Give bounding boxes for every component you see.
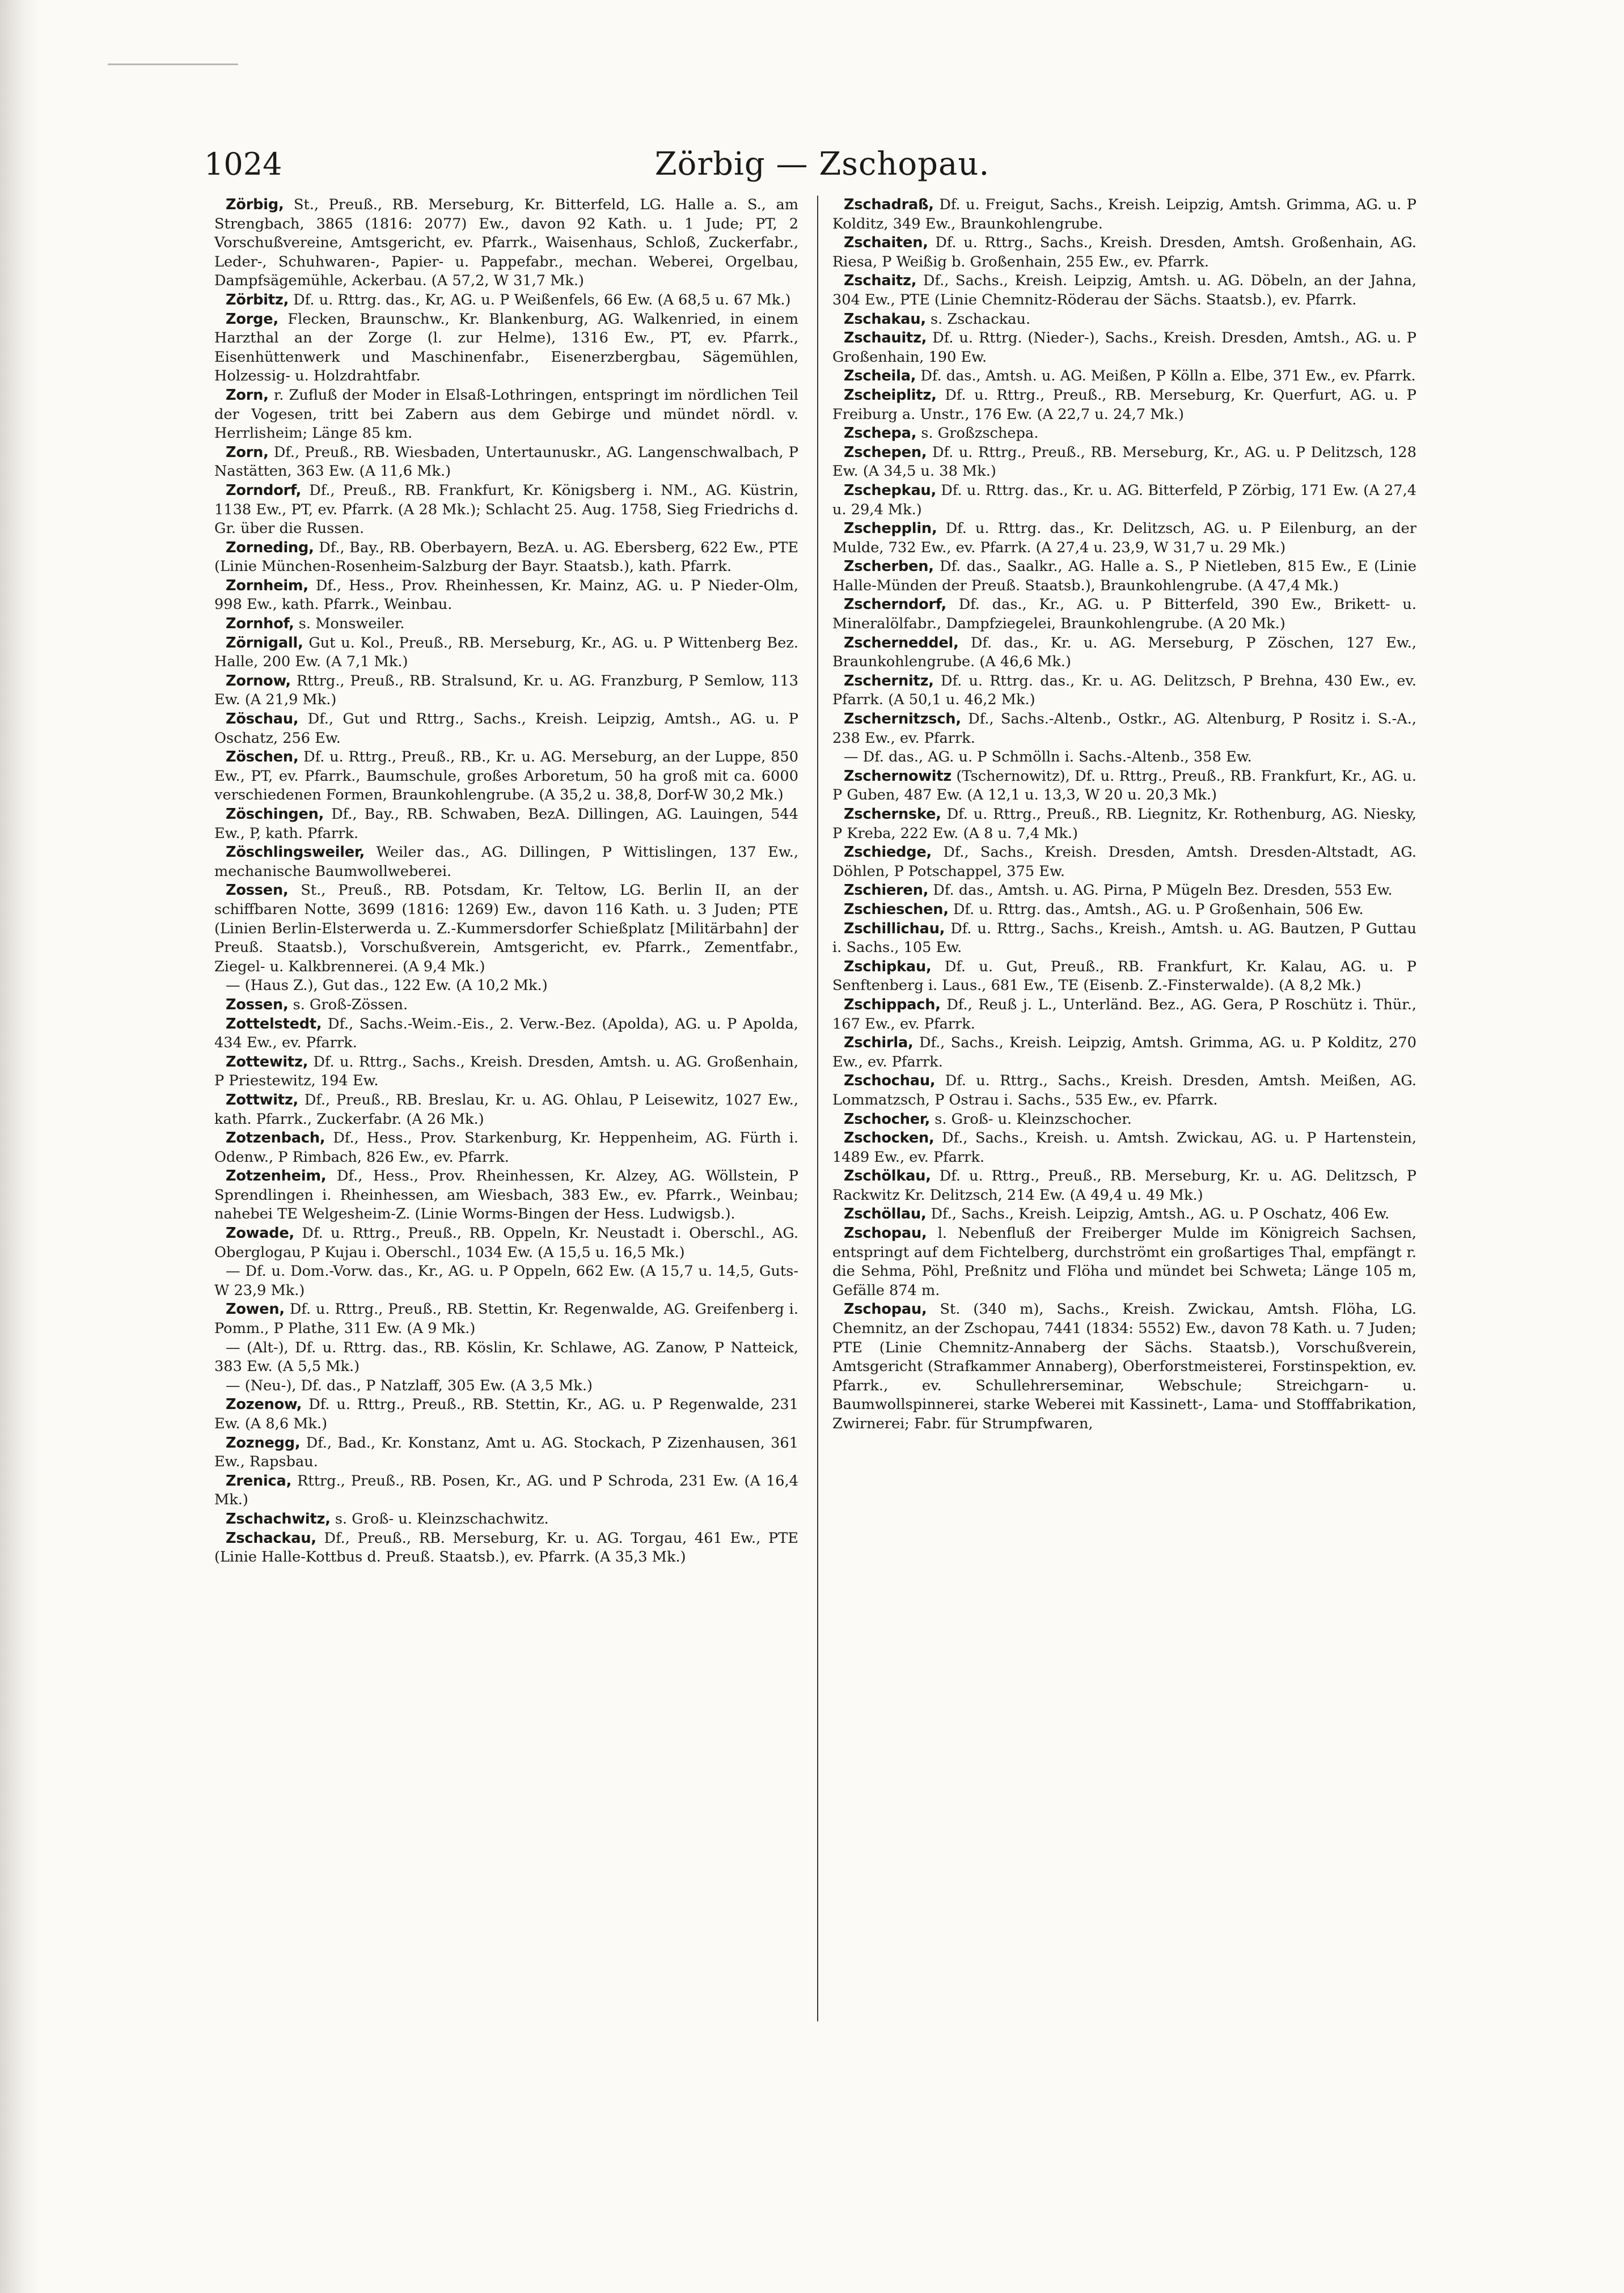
entry-text: Df., Preuß., RB. Wiesbaden, Untertaunuskr., AG. Langenschwalbach, P Nastätten, 363 Ew. (A 11,6 Mk.) [214, 443, 798, 480]
entry-headword: Zorneding, [226, 539, 314, 556]
left-column [214, 196, 798, 1567]
dictionary-entry [214, 976, 798, 996]
entry-headword: Zschepa, [844, 425, 917, 442]
entry-headword: Zoznegg, [226, 1434, 301, 1452]
entry-headword: Zschaiten, [844, 234, 928, 252]
dictionary-entry [214, 1053, 798, 1091]
dictionary-entry [832, 367, 1416, 386]
scan-edge-shadow [0, 0, 40, 2293]
entry-headword: Zschernitz, [844, 672, 934, 689]
entry-text: St., Preuß., RB. Potsdam, Kr. Teltow, LG. Berlin II, an der schiffbaren Notte, 3699 (1816: 1269) Ew., davon 116 Kath. u. 3 Juden; PTE (Linien Berlin-Elsterwerda u. Z.-Kummersdorfer Schießplatz [Militärbahn] der Preuß. Staatsb.), Vorschußverein, Amtsgericht, ev. Pfarrk., Zementfabr., Ziegel- u. Kalkbrennerei. (A 9,4 Mk.) [214, 882, 798, 975]
dictionary-entry [214, 386, 798, 443]
entry-text: s. Zschackau. [925, 310, 1031, 328]
entry-text: l. Nebenfluß der Freiberger Mulde im Königreich Sachsen, entspringt auf dem Fichtelberg, durchströmt ein großartiges Thal, empfängt r. die Sehma, Pöhl, Preßnitz und Flöha und mündet bei Schweta; Länge 105 m, Gefälle 874 m. [832, 1225, 1416, 1299]
dictionary-entry [214, 672, 798, 710]
entry-text: Df. u. Rttrg., Preuß., RB. Liegnitz, Kr. Rothenburg, AG. Niesky, P Kreba, 222 Ew. (A 8 u. 7,4 Mk.) [832, 806, 1416, 842]
entry-headword: Zottwitz, [226, 1091, 299, 1109]
dictionary-entry [214, 1167, 798, 1224]
dictionary-entry [832, 1224, 1416, 1300]
entry-text: Df. u. Rttrg., Preuß., RB. Stettin, Kr. Regenwalde, AG. Greifenberg i. Pomm., P Plathe, 311 Ew. (A 9 Mk.) [214, 1301, 798, 1338]
dictionary-entry [832, 557, 1416, 595]
entry-text: Df. u. Rttrg. das., Amtsh., AG. u. P Großenhain, 506 Ew. [948, 900, 1364, 918]
entry-text: Df. das., Saalkr., AG. Halle a. S., P Nietleben, 815 Ew., E (Linie Halle-Münden der Preuß. Staatsb.), Braunkohlengrube. (A 47,4 Mk.) [832, 558, 1416, 594]
dictionary-entry [214, 1091, 798, 1129]
entry-headword: Zottewitz, [226, 1053, 308, 1071]
entry-headword: Zschaitz, [844, 272, 917, 290]
entry-text: Df. u. Rttrg. das., Kr. u. AG. Bitterfeld, P Zörbig, 171 Ew. (A 27,4 u. 29,4 Mk.) [832, 481, 1416, 518]
entry-headword: Zschiedge, [844, 844, 932, 861]
dictionary-entry [214, 615, 798, 634]
entry-text: Df. u. Rttrg., Sachs., Kreish. Dresden, Amtsh. Großenhain, AG. Riesa, P Weißig b. Großenhain, 255 Ew., ev. Pfarrk. [832, 234, 1416, 270]
entry-text: Rttrg., Preuß., RB. Posen, Kr., AG. und P Schroda, 231 Ew. (A 16,4 Mk.) [214, 1472, 798, 1509]
dictionary-entry [214, 843, 798, 881]
dictionary-entry [214, 1377, 798, 1396]
entry-headword: Zschochau, [844, 1072, 936, 1090]
entry-headword: Zöschlingsweiler, [226, 844, 365, 861]
dictionary-entry [832, 767, 1416, 805]
column-divider [817, 196, 818, 2021]
entry-text: (Tschernowitz), Df. u. Rttrg., Preuß., RB. Frankfurt, Kr., AG. u. P Guben, 487 Ew. (A 12,1 u. 13,3, W 20 u. 20,3 Mk.) [832, 767, 1416, 804]
entry-text: Df. u. Rttrg. das., Kr. u. AG. Delitzsch, P Brehna, 430 Ew., ev. Pfarrk. (A 50,1 u. 46,2 Mk.) [832, 672, 1416, 709]
dictionary-entry [214, 577, 798, 615]
dictionary-entry [214, 1015, 798, 1053]
dictionary-entry [214, 310, 798, 386]
entry-text: Df., Sachs., Kreish. Leipzig, Amtsh. u. AG. Döbeln, an der Jahna, 304 Ew., PTE (Linie Chemnitz-Röderau der Sächs. Staatsb.), ev. Pfarrk. [832, 272, 1416, 308]
entry-headword: Zornhof, [226, 615, 294, 633]
entry-text: Df., Bay., RB. Oberbayern, BezA. u. AG. Ebersberg, 622 Ew., PTE (Linie München-Rosenheim-Salzburg der Bayr. Staatsb.), kath. Pfarrk. [214, 539, 798, 576]
entry-headword: Zschöllau, [844, 1205, 927, 1223]
entry-text: St. (340 m), Sachs., Kreish. Zwickau, Amtsh. Flöha, LG. Chemnitz, an der Zschopau, 7441 (1834: 5552) Ew., davon 78 Kath. u. 7 Juden; PTE (Linie Chemnitz-Annaberg der Sächs. Staatsb.), Vorschußverein, Amtsgericht (Strafkammer Annaberg), Oberforstmeisterei, Forstinspektion, ev. Pfarrk., ev. Schullehrerseminar, Webschule; Streichgarn- u. Baumwollspinnerei, starke Weberei mit Kassinett-, Lama- und Stofffabrikation, Zwirnerei; Fabr. für Strumpfwaren, [832, 1301, 1416, 1432]
dictionary-entry [214, 710, 798, 748]
dictionary-entry [832, 1034, 1416, 1072]
dictionary-entry [832, 519, 1416, 557]
entry-text: s. Monsweiler. [294, 615, 405, 633]
entry-headword: Zörnigall, [226, 634, 303, 651]
entry-text: Df., Hess., Prov. Starkenburg, Kr. Heppenheim, AG. Fürth i. Odenw., P Rimbach, 826 Ew., ev. Pfarrk. [214, 1129, 798, 1166]
entry-text: Df. das., Amtsh. u. AG. Meißen, P Kölln a. Elbe, 371 Ew., ev. Pfarrk. [916, 367, 1416, 385]
entry-headword: Zschocher, [844, 1110, 931, 1128]
entry-text: Df. u. Rttrg., Preuß., RB. Oppeln, Kr. Neustadt i. Oberschl., AG. Oberglogau, P Kujau i. Oberschl., 1034 Ew. (A 15,5 u. 16,5 Mk.) [214, 1225, 798, 1261]
dictionary-entry [832, 805, 1416, 843]
dictionary-entry [214, 1339, 798, 1377]
dictionary-entry [832, 748, 1416, 767]
entry-headword: Zscherndorf, [844, 596, 946, 614]
entry-headword: Zörbitz, [226, 291, 289, 308]
dictionary-entry [832, 900, 1416, 920]
entry-headword: Zschopau, [844, 1301, 927, 1318]
entry-headword: Zottelstedt, [226, 1015, 322, 1033]
entry-headword: Zrenica, [226, 1472, 292, 1490]
dictionary-entry [832, 329, 1416, 367]
entry-headword: Zschillichau, [844, 920, 945, 937]
entry-headword: Zotzenheim, [226, 1167, 327, 1185]
entry-headword: Zowen, [226, 1301, 285, 1318]
entry-text: Df., Sachs.-Altenb., Ostkr., AG. Altenburg, P Rositz i. S.-A., 238 Ew., ev. Pfarrk. [832, 710, 1416, 747]
entry-text: St., Preuß., RB. Merseburg, Kr. Bitterfeld, LG. Halle a. S., am Strengbach, 3865 (1816: 2077) Ew., davon 92 Kath. u. 1 Jude; PT, 2 Vorschußvereine, Amtsgericht, ev. Pfarrk., Waisenhaus, Schloß, Zuckerfabr., Leder-, Schuhwaren-, Papier- u. Pappefabr., mechan. Weberei, Orgelbau, Dampfsägemühle, Ackerbau. (A 57,2, W 31,7 Mk.) [214, 196, 798, 290]
entry-text: s. Groß- u. Kleinzschachwitz. [330, 1510, 549, 1528]
entry-text: Df. u. Rttrg. (Nieder-), Sachs., Kreish. Dresden, Amtsh., AG. u. P Großenhain, 190 Ew. [832, 329, 1416, 366]
entry-text: — (Neu-), Df. das., P Natzlaff, 305 Ew. (A 3,5 Mk.) [226, 1377, 593, 1394]
entry-text: — Df. das., AG. u. P Schmölln i. Sachs.-Altenb., 358 Ew. [844, 748, 1252, 766]
entry-text: — (Haus Z.), Gut das., 122 Ew. (A 10,2 Mk.) [226, 977, 548, 995]
entry-headword: Zschieren, [844, 882, 929, 899]
entry-headword: Zschadraß, [844, 196, 934, 213]
entry-text: Flecken, Braunschw., Kr. Blankenburg, AG. Walkenried, in einem Harzthal an der Zorge (l. zur Helme), 1316 Ew., PT, ev. Pfarrk., Eisenhüttenwerk und Maschinenfabr., Eisenerzbergbau, Sägemühlen, Holzessig- u. Holzdrahtfabr. [214, 310, 798, 385]
entry-headword: Zöschingen, [226, 806, 324, 823]
entry-text: Df. u. Rttrg., Preuß., RB. Merseburg, Kr. Querfurt, AG. u. P Freiburg a. Unstr., 176 Ew. (A 22,7 u. 24,7 Mk.) [832, 386, 1416, 423]
entry-text: Gut u. Kol., Preuß., RB. Merseburg, Kr., AG. u. P Wittenberg Bez. Halle, 200 Ew. (A 7,1 Mk.) [214, 634, 798, 671]
right-column [832, 196, 1416, 1434]
dictionary-entry [214, 1224, 798, 1262]
entry-text: Df. das., Kr., AG. u. P Bitterfeld, 390 Ew., Brikett- u. Mineralölfabr., Dampfziegelei, Braunkohlengrube. (A 20 Mk.) [832, 596, 1416, 633]
dictionary-entry [832, 843, 1416, 881]
dictionary-entry [214, 1472, 798, 1510]
entry-text: — Df. u. Dom.-Vorw. das., Kr., AG. u. P Oppeln, 662 Ew. (A 15,7 u. 14,5, Guts-W 23,9 Mk.) [214, 1263, 798, 1299]
entry-headword: Zossen, [226, 882, 289, 899]
dictionary-entry [832, 710, 1416, 748]
dictionary-entry [214, 748, 798, 805]
entry-headword: Zotzenbach, [226, 1129, 325, 1147]
entry-headword: Zschieschen, [844, 900, 949, 918]
entry-headword: Zschepplin, [844, 520, 937, 538]
dictionary-entry [832, 386, 1416, 424]
entry-text: s. Groß-Zössen. [288, 996, 408, 1013]
dictionary-entry [832, 272, 1416, 310]
entry-headword: Zorge, [226, 310, 278, 328]
entry-headword: Zschepen, [844, 443, 927, 461]
dictionary-entry [214, 1529, 798, 1567]
entry-text: Df., Preuß., RB. Frankfurt, Kr. Königsberg i. NM., AG. Küstrin, 1138 Ew., PT, ev. Pfarrk. (A 28 Mk.); Schlacht 25. Aug. 1758, Sieg Friedrichs d. Gr. über die Russen. [214, 481, 798, 538]
entry-text: Df. u. Rttrg., Sachs., Kreish. Dresden, Amtsh. Meißen, AG. Lommatzsch, P Ostrau i. Sachs., 535 Ew., ev. Pfarrk. [832, 1072, 1416, 1109]
dictionary-entry [832, 881, 1416, 900]
dictionary-entry [214, 1434, 798, 1472]
entry-text: Df., Reuß j. L., Unterländ. Bez., AG. Gera, P Roschütz i. Thür., 167 Ew., ev. Pfarrk. [832, 996, 1416, 1033]
entry-headword: Zornow, [226, 672, 291, 689]
dictionary-entry [214, 996, 798, 1015]
entry-headword: Zscheila, [844, 367, 916, 385]
entry-text: Df., Bad., Kr. Konstanz, Amt u. AG. Stockach, P Zizenhausen, 361 Ew., Rapsbau. [214, 1434, 798, 1471]
entry-text: Weiler das., AG. Dillingen, P Wittislingen, 137 Ew., mechanische Baumwollweberei. [214, 844, 798, 880]
dictionary-entry [214, 805, 798, 843]
page-number: 1024 [204, 146, 282, 182]
entry-headword: Zschauitz, [844, 329, 927, 347]
entry-headword: Zozenow, [226, 1396, 302, 1414]
entry-text: r. Zufluß der Moder in Elsaß-Lothringen, entspringt im nördlichen Teil der Vogesen, tritt bei Zabern aus dem Gebirge und mündet nördl. v. Herrlisheim; Länge 85 km. [214, 386, 798, 442]
dictionary-entry [214, 1262, 798, 1300]
dictionary-entry [214, 1300, 798, 1338]
dictionary-entry [832, 595, 1416, 633]
entry-text: Rttrg., Preuß., RB. Stralsund, Kr. u. AG. Franzburg, P Semlow, 113 Ew. (A 21,9 Mk.) [214, 672, 798, 709]
entry-text: Df. u. Rttrg., Preuß., RB., Kr. u. AG. Merseburg, an der Luppe, 850 Ew., PT, ev. Pfarrk., Baumschule, großes Arboretum, 50 ha groß mit ca. 6000 verschiedenen Formen, Braunkohlengrube. (A 35,2 u. 38,8, Dorf-W 30,2 Mk.) [214, 748, 798, 804]
entry-text: Df. u. Rttrg., Preuß., RB. Merseburg, Kr. u. AG. Delitzsch, P Rackwitz Kr. Delitzsch, 214 Ew. (A 49,4 u. 49 Mk.) [832, 1167, 1416, 1204]
entry-headword: Zörbig, [226, 196, 284, 213]
entry-headword: Zöschau, [226, 710, 299, 728]
entry-text: Df., Hess., Prov. Rheinhessen, Kr. Alzey, AG. Wöllstein, P Sprendlingen i. Rheinhessen, am Wiesbach, 383 Ew., ev. Pfarrk., Weinbau; nahebei TE Welgesheim-Z. (Linie Worms-Bingen der Hess. Ludwigsb.). [214, 1167, 798, 1223]
dictionary-entry [832, 1300, 1416, 1433]
entry-text: Df., Gut und Rttrg., Sachs., Kreish. Leipzig, Amtsh., AG. u. P Oschatz, 256 Ew. [214, 710, 798, 747]
entry-headword: Zschackau, [226, 1529, 316, 1547]
entry-text: Df. das., Amtsh. u. AG. Pirna, P Mügeln Bez. Dresden, 553 Ew. [928, 882, 1393, 899]
entry-headword: Zscheiplitz, [844, 386, 937, 404]
dictionary-entry [832, 1167, 1416, 1205]
entry-headword: Zschepkau, [844, 481, 937, 499]
dictionary-entry [214, 1395, 798, 1433]
dictionary-entry [214, 196, 798, 291]
entry-text: Df., Preuß., RB. Merseburg, Kr. u. AG. Torgau, 461 Ew., PTE (Linie Halle-Kottbus d. Preuß. Staatsb.), ev. Pfarrk. (A 35,3 Mk.) [214, 1529, 798, 1566]
entry-headword: Zschernske, [844, 806, 941, 823]
entry-headword: Zöschen, [226, 748, 299, 766]
entry-headword: Zorndorf, [226, 481, 302, 499]
dictionary-entry [832, 196, 1416, 234]
dictionary-entry [832, 1129, 1416, 1167]
dictionary-entry [832, 1110, 1416, 1129]
dictionary-entry [832, 1072, 1416, 1110]
entry-text: Df. u. Rttrg., Preuß., RB. Stettin, Kr., AG. u. P Regenwalde, 231 Ew. (A 8,6 Mk.) [214, 1396, 798, 1432]
dictionary-entry [832, 234, 1416, 272]
entry-text: Df., Sachs.-Weim.-Eis., 2. Verw.-Bez. (Apolda), AG. u. P Apolda, 434 Ew., ev. Pfarrk. [214, 1015, 798, 1052]
entry-headword: Zornheim, [226, 577, 308, 594]
entry-text: Df., Hess., Prov. Rheinhessen, Kr. Mainz, AG. u. P Nieder-Olm, 998 Ew., kath. Pfarrk., Weinbau. [214, 577, 798, 614]
entry-headword: Zschernitzsch, [844, 710, 961, 728]
entry-text: Df. u. Rttrg., Preuß., RB. Merseburg, Kr., AG. u. P Delitzsch, 128 Ew. (A 34,5 u. 38 Mk.) [832, 443, 1416, 480]
dictionary-entry [214, 539, 798, 577]
entry-headword: Zschakau, [844, 310, 926, 328]
entry-text: Df., Preuß., RB. Breslau, Kr. u. AG. Ohlau, P Leisewitz, 1027 Ew., kath. Pfarrk., Zuckerfabr. (A 26 Mk.) [214, 1091, 798, 1128]
entry-text: Df. u. Freigut, Sachs., Kreish. Leipzig, Amtsh. Grimma, AG. u. P Kolditz, 349 Ew., Braunkohlengrube. [832, 196, 1416, 232]
dictionary-entry [832, 424, 1416, 443]
entry-text: Df. u. Rttrg. das., Kr, AG. u. P Weißenfels, 66 Ew. (A 68,5 u. 67 Mk.) [289, 291, 791, 308]
entry-text: Df., Sachs., Kreish. Dresden, Amtsh. Dresden-Altstadt, AG. Döhlen, P Potschappel, 375 Ew. [832, 844, 1416, 880]
entry-headword: Zscherneddel, [844, 634, 959, 651]
entry-headword: Zschachwitz, [226, 1510, 331, 1528]
entry-text: Df. u. Rttrg., Sachs., Kreish. Dresden, Amtsh. u. AG. Großenhain, P Priestewitz, 194 Ew. [214, 1053, 798, 1090]
entry-text: Df. u. Gut, Preuß., RB. Frankfurt, Kr. Kalau, AG. u. P Senftenberg i. Laus., 681 Ew., TE (Eisenb. Z.-Finsterwalde). (A 8,2 Mk.) [832, 958, 1416, 995]
entry-headword: Zschirla, [844, 1034, 914, 1052]
entry-text: Df., Sachs., Kreish. Leipzig, Amtsh. Grimma, AG. u. P Kolditz, 270 Ew., ev. Pfarrk. [832, 1034, 1416, 1071]
entry-headword: Zschocken, [844, 1129, 934, 1147]
entry-headword: Zschipkau, [844, 958, 932, 975]
entry-text: Df., Sachs., Kreish. Leipzig, Amtsh., AG. u. P Oschatz, 406 Ew. [926, 1205, 1390, 1223]
entry-text: Df. u. Rttrg. das., Kr. Delitzsch, AG. u. P Eilenburg, an der Mulde, 732 Ew., ev. Pfarrk. (A 27,4 u. 23,9, W 31,7 u. 29 Mk.) [832, 520, 1416, 556]
dictionary-entry [214, 291, 798, 310]
dictionary-entry [214, 1129, 798, 1167]
entry-headword: Zorn, [226, 443, 269, 461]
entry-headword: Zschippach, [844, 996, 941, 1013]
entry-text: Df., Bay., RB. Schwaben, BezA. Dillingen, AG. Lauingen, 544 Ew., P, kath. Pfarrk. [214, 806, 798, 842]
entry-text: — (Alt-), Df. u. Rttrg. das., RB. Köslin, Kr. Schlawe, AG. Zanow, P Natteick, 383 Ew. (A 5,5 Mk.) [214, 1339, 798, 1376]
dictionary-entry [214, 634, 798, 672]
entry-headword: Zowade, [226, 1225, 295, 1242]
scan-mark [108, 64, 238, 65]
dictionary-entry [832, 958, 1416, 996]
entry-headword: Zschölkau, [844, 1167, 931, 1185]
dictionary-entry [832, 443, 1416, 481]
entry-text: Df., Sachs., Kreish. u. Amtsh. Zwickau, AG. u. P Hartenstein, 1489 Ew., ev. Pfarrk. [832, 1129, 1416, 1166]
dictionary-entry [832, 672, 1416, 710]
entry-text: s. Groß- u. Kleinzschocher. [930, 1110, 1132, 1128]
dictionary-entry [214, 1510, 798, 1529]
running-head: Zörbig — Zschopau. [654, 146, 990, 183]
dictionary-entry [832, 310, 1416, 329]
entry-text: s. Großzschepa. [916, 425, 1039, 442]
entry-headword: Zscherben, [844, 558, 934, 576]
entry-headword: Zschopau, [844, 1225, 927, 1242]
entry-text: Df. u. Rttrg., Sachs., Kreish., Amtsh. u. AG. Bautzen, P Guttau i. Sachs., 105 Ew. [832, 920, 1416, 957]
dictionary-entry [214, 443, 798, 481]
entry-headword: Zorn, [226, 386, 269, 404]
dictionary-entry [832, 996, 1416, 1034]
dictionary-entry [832, 634, 1416, 672]
entry-headword: Zschernowitz [844, 767, 952, 785]
entry-text: Df. das., Kr. u. AG. Merseburg, P Zöschen, 127 Ew., Braunkohlengrube. (A 46,6 Mk.) [832, 634, 1416, 671]
dictionary-entry [214, 881, 798, 976]
dictionary-entry [832, 1205, 1416, 1224]
entry-headword: Zossen, [226, 996, 289, 1013]
dictionary-entry [832, 920, 1416, 958]
dictionary-entry [214, 481, 798, 539]
dictionary-entry [832, 481, 1416, 519]
page-header [204, 145, 1440, 184]
